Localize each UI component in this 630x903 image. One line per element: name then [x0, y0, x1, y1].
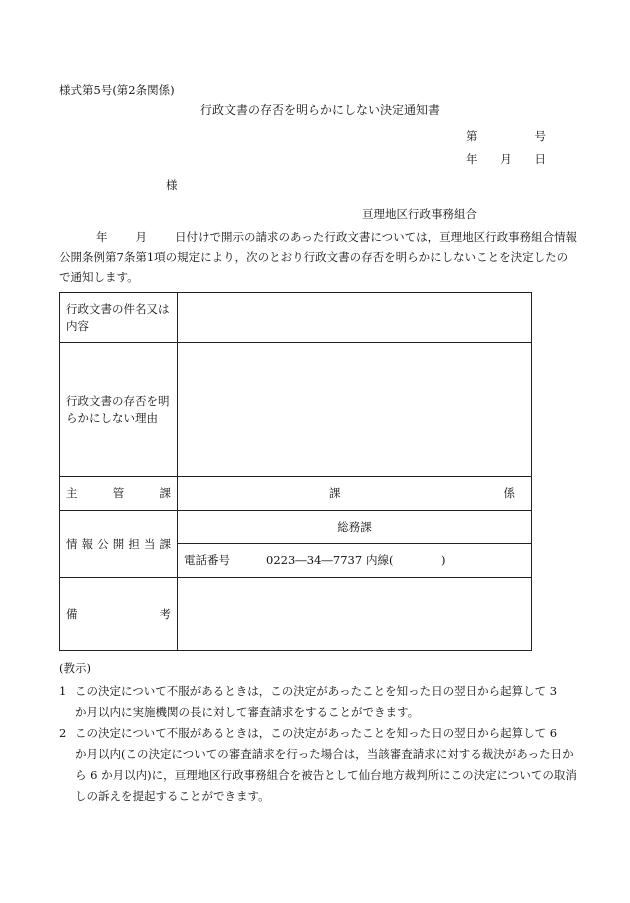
extension-close: )	[441, 553, 446, 567]
body-line-3: で通知します。	[59, 270, 139, 284]
instruction-line: か月以内に実施機関の長に対して審査請求をすることができます。	[75, 705, 420, 719]
extension-open: 内線(	[366, 553, 394, 567]
body-line-2: 公開条例第7条第1項の規定により，次のとおり行政文書の存否を明らかにしないことを決定したの	[59, 250, 569, 264]
instruction-number: 1	[59, 684, 67, 698]
info-label-text	[66, 536, 171, 553]
info-label-char-1: 情	[66, 536, 78, 551]
info-label-char-7: 課	[159, 536, 171, 551]
info-label	[60, 511, 178, 578]
subject-value	[178, 293, 532, 343]
document-title: 行政文書の存否を明らかにしない決定通知書	[200, 103, 441, 117]
row-department	[60, 477, 532, 511]
body-line-1-rest: 日付けで開示の請求のあった行政文書については，亘理地区行政事務組合情報	[175, 230, 578, 244]
department-value	[178, 477, 532, 511]
info-phone	[178, 544, 532, 578]
instruction-line: か月以内(この決定についての審査請求を行った場合は，当該審査請求に対する裁決があった日か	[75, 747, 574, 761]
info-label-char-6: 当	[143, 536, 156, 551]
department-label	[60, 477, 178, 511]
subject-label: 行政文書の件名又は内容	[60, 293, 178, 343]
instruction-line: ら 6 か月以内)に，亘理地区行政事務組合を被告として仙台地方裁判所にこの決定についての取消	[75, 768, 577, 782]
decision-table	[59, 292, 532, 651]
dept-label-char-2: 管	[112, 486, 125, 500]
document-number	[466, 128, 546, 144]
remarks-value	[178, 578, 532, 651]
date-year: 年	[466, 152, 478, 166]
body-month: 月	[135, 230, 147, 244]
instruction-number: 2	[59, 726, 67, 740]
addressee: 様	[166, 178, 178, 192]
instruction-item	[59, 681, 577, 723]
document-date	[466, 151, 546, 167]
instruction-line: この決定について不服があるときは，この決定があったことを知った日の翌日から起算して 6	[75, 726, 558, 740]
body-paragraph	[59, 227, 578, 287]
instructions-heading: (教示)	[59, 661, 91, 675]
date-month: 月	[500, 152, 512, 166]
remarks-char-1: 備	[66, 606, 78, 621]
info-label-char-2: 報	[81, 536, 94, 551]
number-prefix: 第	[466, 129, 478, 143]
row-reason	[60, 343, 532, 477]
phone-label: 電話番号	[184, 553, 230, 567]
instruction-line: しの訴えを提起することができます。	[75, 789, 270, 803]
info-label-char-3: 公	[97, 536, 109, 551]
number-suffix: 号	[534, 129, 546, 143]
instructions-list	[59, 681, 577, 807]
phone-number: 0223―34―7737	[266, 553, 363, 567]
dept-label-char-1: 主	[66, 486, 78, 500]
info-label-char-4: 開	[112, 536, 125, 551]
dept-label-char-3: 課	[159, 486, 171, 500]
info-label-char-5: 担	[128, 536, 140, 551]
dept-kakari: 係	[503, 486, 515, 500]
form-label: 様式第5号(第2条関係)	[59, 83, 175, 97]
dept-ka: 課	[329, 486, 341, 500]
row-info-section	[60, 511, 532, 544]
reason-label: 行政文書の存否を明らかにしない理由	[60, 343, 178, 477]
body-line-1	[59, 227, 578, 247]
reason-value	[178, 343, 532, 477]
date-day: 日	[534, 152, 546, 166]
instruction-item	[59, 723, 577, 807]
row-subject	[60, 293, 532, 343]
instruction-line: この決定について不服があるときは，この決定があったことを知った日の翌日から起算して 3	[75, 684, 558, 698]
issuer: 亘理地区行政事務組合	[362, 207, 477, 221]
remarks-char-2: 考	[159, 606, 171, 621]
remarks-label	[60, 578, 178, 651]
row-remarks	[60, 578, 532, 651]
body-year: 年	[96, 230, 108, 244]
info-section: 総務課	[178, 511, 532, 544]
